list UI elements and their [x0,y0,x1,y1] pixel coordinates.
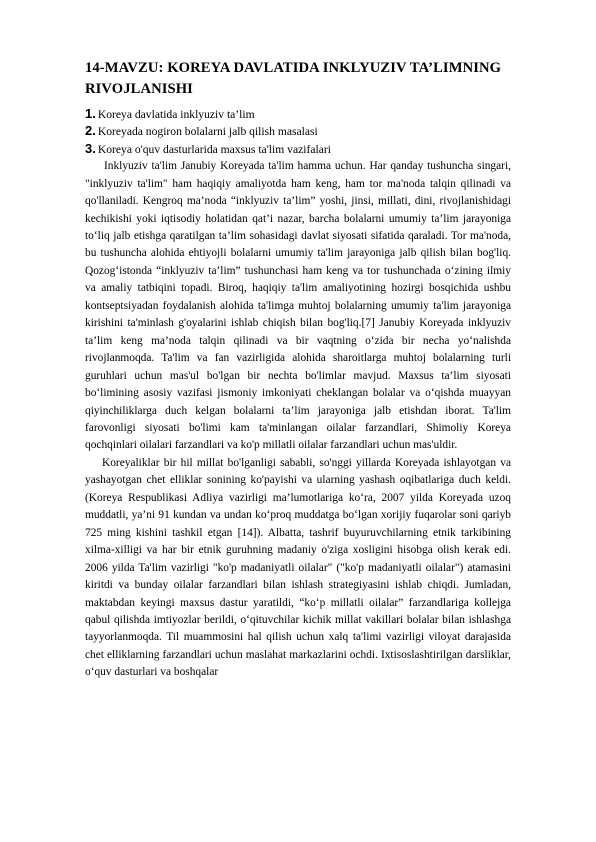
outline-text: Koreyada nogiron bolalarni jalb qilish masalasi [97,125,318,139]
document-page [85,58,511,682]
outline-item [85,123,511,140]
page-title: 14-MAVZU: KOREYA DAVLATIDA INKLYUZIV TA’LIMNING RIVOJLANISHI [85,60,502,97]
outline-number: 3. [85,140,96,156]
outline-text: Koreya davlatida inklyuziv ta’lim [97,108,255,121]
body-paragraph: Koreyaliklar bir hil millat bo'lganligi sababli, so'nggi yillarda Koreyada ishlayotgan va yashayotgan chet elliklar sonining ko'payishi va ularning yashash oqibatlariga duch keldi. (Koreya Respublikasi Adliya vazirligi ma’lumotlariga ko‘ra, 2007 yilda Koreyada uzoq muddatli, ya’ni 91 kundan va undan ko‘proq muddatga bo‘lgan xorijiy fuqarolar soni qariyb 725 ming kishini tashkil etgan [14]). Albatta, tashrif buyuruvchilarning etnik tarkibining xilma-xilligi va har bir etnik guruhning madaniy o'ziga xosligini hisobga olish kerak edi. 2006 yilda Ta'lim vazirligi "ko'p madaniyatli oilalar" ("ko'p madaniyatli oilalar") atamasini kiritdi va bunday oilalar farzandlari bilan ishlash strategiyasini ishlab chiqdi. Jumladan, maktabdan keyingi maxsus dastur yaratildi, “ko‘p millatli oilalar” farzandlariga kollejga qabul qilishda imtiyozlar berildi, o‘qituvchilar kichik millat vakillari bolalar bilan ishlashga tayyorlanmoqda. Til muammosini hal qilish uchun xalq ta'limi vazirligi viloyat darajasida chet elliklarning farzandlari uchun maslahat markazlarini ochdi. Ixtisoslashtirilgan darsliklar, o‘quv dasturlari va boshqalar [85,456,511,679]
outline-number: 1. [85,106,96,121]
topic-outline [85,106,511,158]
body-paragraph: Inklyuziv ta'lim Janubiy Koreyada ta'lim hamma uchun. Har qanday tushuncha singari, "inklyuziv ta'lim" ham haqiqiy amaliyotda ham keng, ham tor ma'noda talqin qilinadi va qo'llaniladi. Kengroq ma’noda “inklyuziv ta’lim” yoshi, jinsi, millati, dini, rivojlanishidagi kechikishi yoki iqtisodiy holatidan qat’i nazar, barcha bolalarni umumiy ta’lim jarayoniga to‘liq jalb etishga qaratilgan ta’lim sohasidagi davlat siyosati sifatida qaraladi. Tor ma'noda, bu tushuncha alohida ehtiyojli bolalarni umumiy ta'lim jarayoniga jalb qilish bilan bog'liq. Qozog‘istonda “inklyuziv ta’lim” tushunchasi ham keng va tor tushunchada o‘zining ilmiy va amaliy tatbiqini topadi. Biroq, haqiqiy ta'lim amaliyotining hozirgi bosqichida ushbu kontseptsiyadan foydalanish alohida ta'limga muhtoj bolalarning umumiy ta'lim jarayoniga kirishini ta'minlash g'oyalarini ishlab chiqish bilan bog'liq.[7] Janubiy Koreyada inklyuziv ta’lim keng ma’noda talqin qilinadi va bir vaqtning o‘zida bir necha yo‘nalishda rivojlanmoqda. Ta'lim va fan vazirligida alohida sharoitlarga muhtoj bolalarning turli guruhlari uchun mas'ul bo'lgan bir nechta bo'limlar mavjud. Maxsus ta’lim siyosati bo‘limining asosiy vazifasi jismoniy imkoniyati cheklangan bolalar va o‘qishda muayyan qiyinchiliklarga duch kelgan bolalarni ta’lim jarayoniga jalb etishdan iborat. Ta'lim farovonligi siyosati bo'limi kam ta'minlangan oilalar farzandlari, Shimoliy Koreya qochqinlari oilalari farzandlari va ko'p millatli oilalar farzandlari uchun mas'uldir. [85,160,511,452]
outline-number: 2. [85,123,96,139]
outline-item [85,106,511,123]
outline-text: Koreya o'quv dasturlarida maxsus ta'lim vazifalari [97,142,331,156]
outline-item [85,141,511,158]
